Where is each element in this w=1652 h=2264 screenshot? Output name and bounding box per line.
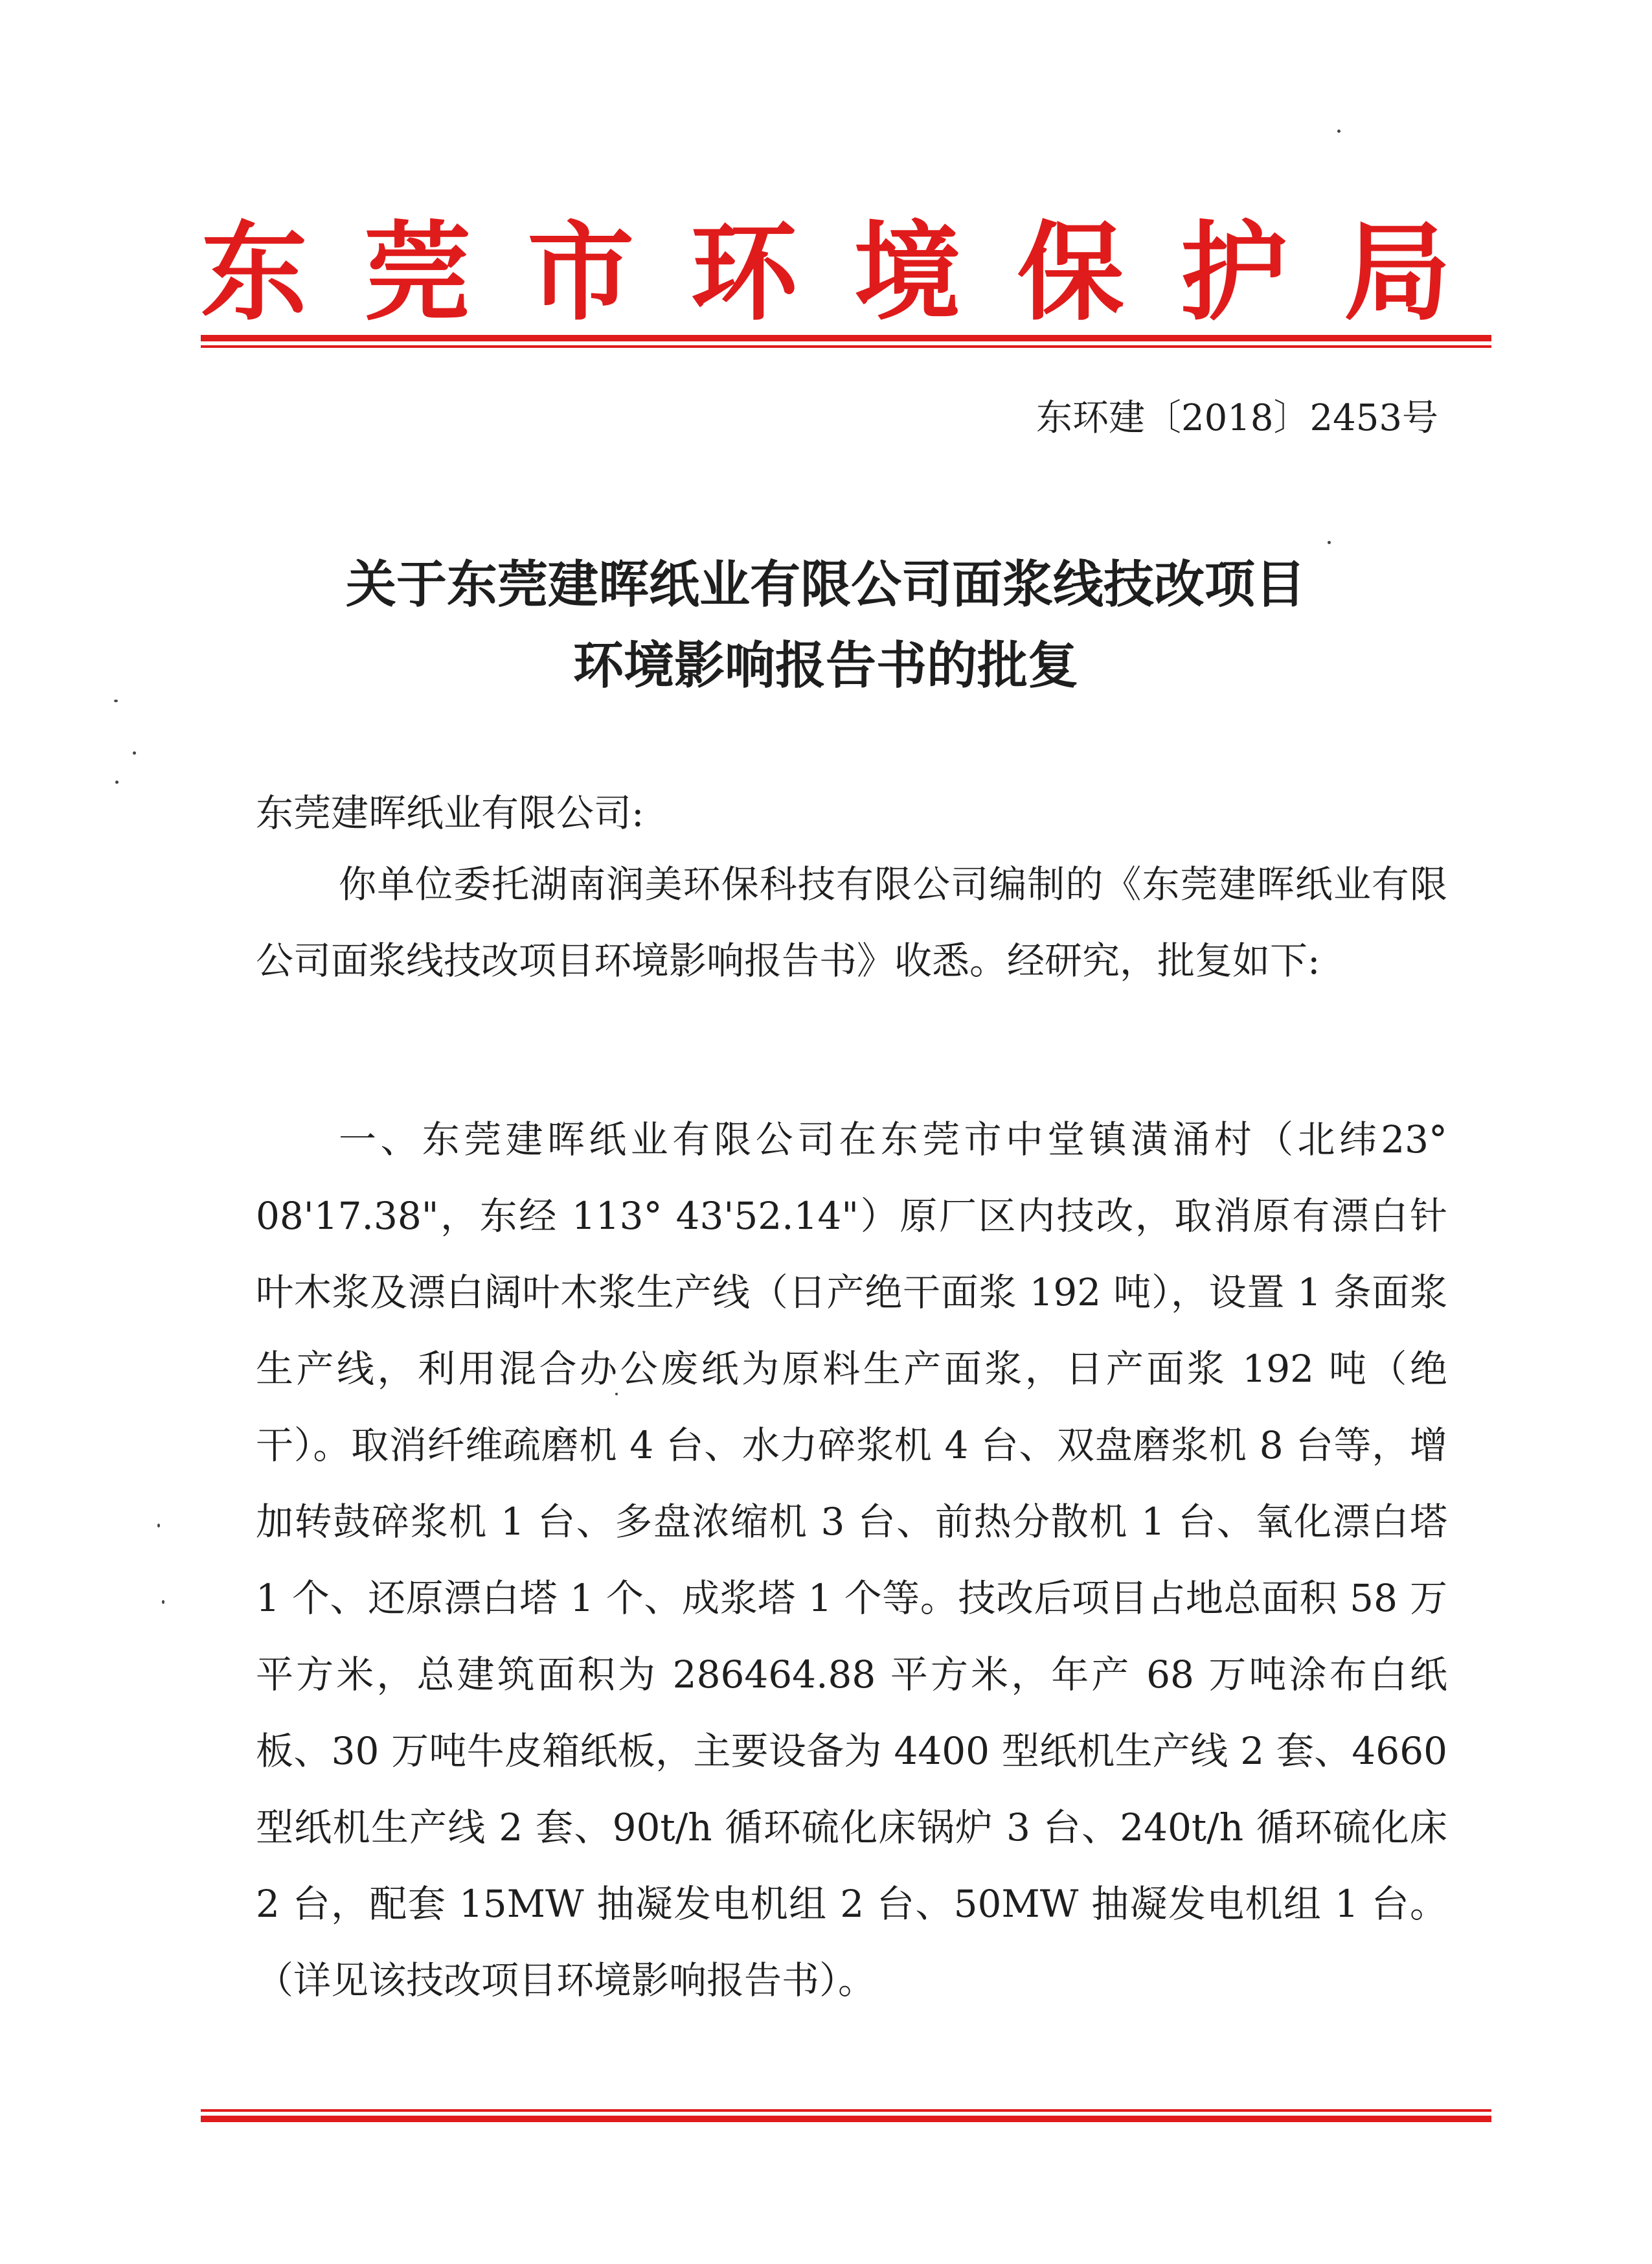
scan-speck [114, 700, 118, 702]
letterhead-title: 东莞市环境保护局 [201, 209, 1451, 335]
scan-speck [133, 751, 136, 755]
scan-speck [157, 1524, 160, 1527]
letterhead-rule-thin [201, 345, 1491, 348]
footer-rule-thin [201, 2109, 1491, 2112]
footer-rule-thick [201, 2116, 1491, 2122]
document-title-line-1: 关于东莞建晖纸业有限公司面浆线技改项目 [345, 555, 1306, 614]
letterhead-rule-thick [201, 335, 1491, 341]
scan-speck [615, 1393, 618, 1395]
scan-speck [162, 1600, 164, 1604]
scan-speck [1337, 130, 1341, 133]
document-title [194, 544, 1457, 706]
scan-speck [115, 781, 119, 784]
addressee: 东莞建晖纸业有限公司: [256, 791, 644, 835]
document-title-line-2: 环境影响报告书的批复 [572, 636, 1078, 695]
body-paragraph-intro: 你单位委托湖南润美环保科技有限公司编制的《东莞建晖纸业有限公司面浆线技改项目环境影响报告书》收悉。经研究，批复如下: [256, 862, 1447, 983]
scan-speck [1328, 541, 1331, 544]
document-number: 东环建〔2018〕2453号 [1035, 397, 1438, 439]
body-paragraph-item-1: 一、东莞建晖纸业有限公司在东莞市中堂镇潢涌村（北纬23° 08'17.38"，东经 113° 43'52.14"）原厂区内技改，取消原有漂白针叶木浆及漂白阔叶木浆生产线（日产绝干面浆 192 吨），设置 1 条面浆生产线，利用混合办公废纸为原料生产面浆，日产面浆 192 吨（绝干）。取消纤维疏磨机 4 台、水力碎浆机 4 台、双盘磨浆机 8 台等，增加转鼓碎浆机 1 台、多盘浓缩机 3 台、前热分散机 1 台、氧化漂白塔 1 个、还原漂白塔 1 个、成浆塔 1 个等。技改后项目占地总面积 58 万平方米，总建筑面积为 286464.88 平方米，年产 68 万吨涂布白纸板、30 万吨牛皮箱纸板，主要设备为 4400 型纸机生产线 2 套、4660 型纸机生产线 2 套、90t/h 循环硫化床锅炉 3 台、240t/h 循环硫化床 2 台，配套 15MW 抽凝发电机组 2 台、50MW 抽凝发电机组 1 台。（详见该技改项目环境影响报告书）。 [256, 1117, 1447, 2002]
